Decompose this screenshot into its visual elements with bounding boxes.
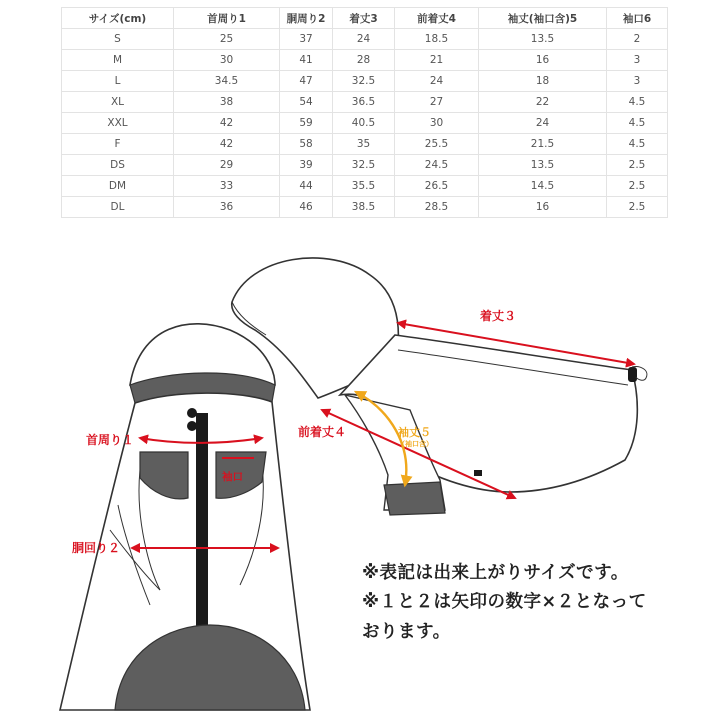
table-row [62,71,668,92]
table-cell: 2.5 [607,176,668,197]
note-line-2: ※１と２は矢印の数字×２となって [362,592,647,612]
table-cell: 24 [479,113,607,134]
column-header: 首周り1 [174,8,280,29]
column-header: 前着丈4 [395,8,479,29]
table-cell: XXL [62,113,174,134]
table-cell: 34.5 [174,71,280,92]
label-sleeve: 袖丈５ [398,426,431,439]
table-cell: 28.5 [395,197,479,218]
table-cell: 16 [479,197,607,218]
table-row [62,50,668,71]
table-header-row [62,8,668,29]
label-front-length: 前着丈４ [298,425,347,439]
table-cell: 24 [333,29,395,50]
table-cell: L [62,71,174,92]
table-cell: 30 [395,113,479,134]
table-cell: 35.5 [333,176,395,197]
label-length: 着丈３ [480,309,517,323]
table-cell: 2.5 [607,155,668,176]
table-cell: 35 [333,134,395,155]
table-cell: 32.5 [333,71,395,92]
table-row [62,113,668,134]
table-cell: 13.5 [479,29,607,50]
back-view-garment [60,324,310,710]
table-cell: 32.5 [333,155,395,176]
table-cell: 36.5 [333,92,395,113]
table-cell: 59 [280,113,333,134]
table-cell: S [62,29,174,50]
table-cell: F [62,134,174,155]
table-cell: 44 [280,176,333,197]
table-cell: 4.5 [607,134,668,155]
size-table [61,7,668,218]
column-header: 着丈3 [333,8,395,29]
size-diagram [0,230,727,727]
label-cuff: 袖口 [222,471,243,483]
column-header: 胴周り2 [280,8,333,29]
table-cell: 33 [174,176,280,197]
column-header: 袖丈(袖口含)5 [479,8,607,29]
table-cell: 4.5 [607,113,668,134]
table-cell: 38 [174,92,280,113]
table-cell: 16 [479,50,607,71]
table-cell: 25 [174,29,280,50]
table-cell: 2 [607,29,668,50]
table-row [62,197,668,218]
table-cell: XL [62,92,174,113]
table-cell: 2.5 [607,197,668,218]
table-cell: 3 [607,71,668,92]
table-row [62,92,668,113]
note-line-1: ※表記は出来上がりサイズです。 [362,563,629,583]
table-cell: 30 [174,50,280,71]
table-cell: DL [62,197,174,218]
table-cell: 22 [479,92,607,113]
table-cell: 40.5 [333,113,395,134]
table-row [62,29,668,50]
table-cell: 13.5 [479,155,607,176]
table-cell: M [62,50,174,71]
table-cell: 21.5 [479,134,607,155]
label-neck: 首周り１ [86,433,135,447]
label-sleeve-sub: （袖口含） [398,440,433,448]
table-cell: 42 [174,113,280,134]
table-cell: 42 [174,134,280,155]
table-cell: 25.5 [395,134,479,155]
note-line-3: おります。 [362,622,451,642]
table-cell: 38.5 [333,197,395,218]
table-cell: 4.5 [607,92,668,113]
column-header: サイズ(cm) [62,8,174,29]
table-row [62,134,668,155]
table-cell: 26.5 [395,176,479,197]
table-cell: 29 [174,155,280,176]
table-cell: 54 [280,92,333,113]
table-cell: 28 [333,50,395,71]
table-cell: 58 [280,134,333,155]
table-cell: 41 [280,50,333,71]
label-body: 胴回り２ [72,541,121,555]
table-cell: 39 [280,155,333,176]
table-cell: DM [62,176,174,197]
table-cell: 18 [479,71,607,92]
side-view-garment [232,258,647,515]
table-cell: 37 [280,29,333,50]
table-cell: 21 [395,50,479,71]
table-cell: 46 [280,197,333,218]
table-row [62,155,668,176]
table-body [62,29,668,218]
table-cell: 18.5 [395,29,479,50]
table-row [62,176,668,197]
table-cell: 14.5 [479,176,607,197]
column-header: 袖口6 [607,8,668,29]
table-cell: 3 [607,50,668,71]
table-cell: 24.5 [395,155,479,176]
table-cell: 36 [174,197,280,218]
table-cell: 27 [395,92,479,113]
table-cell: 47 [280,71,333,92]
table-cell: 24 [395,71,479,92]
table-cell: DS [62,155,174,176]
